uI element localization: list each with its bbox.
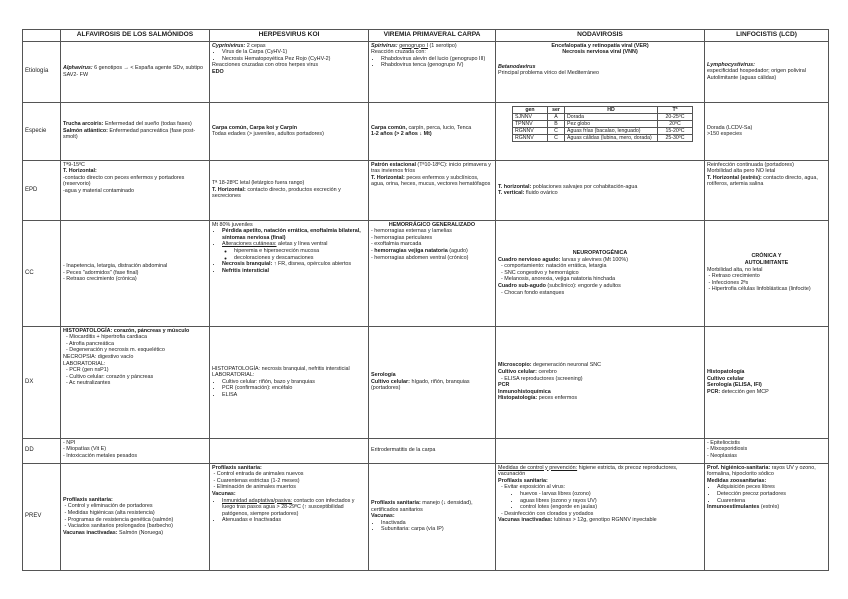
vpc-horizontal-label: T. Horizontal: [371,174,405,181]
noda-sign: SNC congestivo y hemorrágico [504,269,579,276]
header-alfavirosis: ALFAVIROSIS DE LOS SALMÓNIDOS [61,30,210,42]
cell: C [548,134,565,141]
koi-prof-label: Profilaxis sanitaria: [212,464,262,471]
cell-esp-lcd [705,102,829,160]
row-label-dd: DD [23,438,61,463]
cell: 20-25ºC [658,113,693,120]
vpc-genogroup: genogrupo I [399,42,428,49]
noda-vertical-text: fluido ovárico [524,190,558,197]
header-herpesvirus-koi: HERPESVIRUS KOI [210,30,369,42]
noda-control-label: Medidas de control y prevención: [498,464,578,471]
noda-note: Principal problema vírico del Mediterráneo [498,70,599,77]
trucha-text: Enfermedad del sueño (todas fases) [103,121,192,128]
koi-gill-text: ↑ FR, disnea, opérculos abiertos [272,261,352,268]
summary-table [22,29,829,571]
summary-sheet [22,29,828,571]
lcd-zoo-label: Medidas zoosanitarias: [707,477,767,484]
vpc-cc-title: HEMORRÁGICO GENERALIZADO [388,221,476,228]
cell-prev-noda: Medidas de control y prevención: higiene estricta, dx precoz reproductores, vacunación Profilaxis sanitaria: - Evitar exposición al virus: • huevos - larvas libres (ozono) • aguas libres (ozono y rayos UV) • control lotes (engorde en jaulas) - Desinfección con clorados y yodados Vacunas inactivadas: lubinas > 12g, genotipo RGNNV inyectable [496,463,705,570]
vpc-prof-text: manejo (↓ densidad), certificados sanitarios [371,500,473,513]
noda-horizontal-text: poblaciones salvajes por cohabitación-agua [531,183,638,190]
noda-prof-item: Evitar exposición al virus: [504,484,566,491]
cell-etio-alfa [61,41,210,102]
alfa-prof-label: Profilaxis sanitaria: [63,496,113,503]
cell-dx-alfa: HISTOPATOLOGÍA: corazón, páncreas y músculo - Miocarditis + hipertrofia cardiaca - Atrofia pancreática - Degeneración y necrosis m. esquelético NECROPSIA: digestivo vacío LABORATORIAL: - PCR (gen nsP1) - Cultivo celular: corazón y páncreas - Ac neutralizantes [61,326,210,438]
vpc-serology: Serología [371,372,396,379]
cell-dd-noda [496,438,705,463]
vpc-species-main: Carpa común, [371,124,407,131]
salmon-text: Enfermedad pancreática (fase post-smolt) [63,127,196,141]
noda-title-vnn: Necrosis nerviosa viral (VNN) [562,49,638,56]
koi-cross-reaction: Reacciones cruzadas con otros herpes virus [212,62,319,69]
alfa-vaccine-label: Vacunas inactivadas: [63,529,118,536]
salmon-label: Salmón atlántico: [63,127,108,134]
noda-vertical-label: T. vertical: [498,190,525,197]
noda-horizontal-label: T. horizontal: [498,183,532,190]
lcd-immuno-text: (estrés) [759,504,780,511]
noda-sign: Melanosis, anorexia, vejiga natatoria hinchada [504,276,616,283]
list-item: • Inactivada [381,520,493,527]
vpc-species: carpín, perca, lucio, Tenca [406,124,472,131]
cell-esp-noda [496,102,705,160]
table-row [513,120,693,127]
cell: RGNNV [513,127,548,134]
list-item: • Cultivo celular: riñón, bazo y branquias [222,379,366,386]
list-item: • Virus de la Carpa (CyHV-1) [222,49,366,56]
trucha-label: Trucha arcoíris: [63,121,104,128]
noda-micro-label: Microscopio: [498,362,532,369]
cell-cc-alfa: - Inapetencia, letargia, distración abdominal - Peces "adormidos" (fase final) - Retraso crecimiento (crónica) [61,220,210,326]
lcd-sign: Infecciones 2ªs [711,279,749,286]
list-item: • Cuarentena [717,498,826,505]
noda-ihq: Inmunohistoquímica [498,388,551,395]
noda-title-ver: Encefalopatía y retinopatía viral (VER) [551,42,649,49]
table-row [513,113,693,120]
row-label-prev: PREV [23,463,61,570]
header-nodavirosis: NODAVIROSIS [496,30,705,42]
cell-etio-noda [496,41,705,102]
row-cc [23,220,829,326]
alfa-sign: Inapetencia, letargia, distración abdominal [66,263,168,270]
row-label-etiologia: Etiología [23,41,61,102]
lcd-prof-text: rayos UV y ozono, formalina, hipoclorito sódico [707,464,816,478]
vpc-sign: exoftalmia marcada [374,241,422,248]
row-label-dx: DX [23,326,61,438]
cell-epd-vpc [369,160,496,220]
dd-vpc: Eritrodermatitis de la carpa [371,447,436,454]
row-especie [23,102,829,160]
row-etiologia [23,41,829,102]
cell-cc-koi [210,220,369,326]
koi-genus: Cyprinivirus: [212,42,246,49]
koi-immunity-label: Inmunidad adaptativa/pasiva: [222,497,293,504]
list-item: ◦ decoloraciones y descamaciones [234,255,366,262]
koi-species-pre: Carpa común, [212,124,250,131]
noda-sign: comportamiento: natación errática, letargia [504,263,607,270]
alfa-lab: LABORATORIAL: [63,360,106,367]
vpc-serotype: (1 serotipo) [427,42,457,49]
alfa-prof-item: Vaciados sanitarios prolongados (barbecho) [67,523,173,530]
dd-item: Mixosporidiosis [710,446,748,453]
list-item: • Rhabdovirus alevín del lucio (genogrupo III) [381,56,493,63]
koi-skin-label: Alteraciones cutáneas: [222,241,277,248]
header-viremia-carpa: VIREMIA PRIMAVERAL CARPA [369,30,496,42]
koi-prof-item: Eliminación de animales muertos [216,484,296,491]
vpc-genus: Spirivirus: [371,42,398,49]
cell-epd-noda [496,160,705,220]
koi-prof-item: Cuarentenas estrictas (1-2 meses) [216,477,300,484]
vpc-horizontal-text: peces enfermos y subclínicos, agua, orina, heces, mucus, vectores hematófagos [371,174,491,188]
vpc-sign-tail: (agudo) [447,247,468,254]
vpc-culture-label: Cultivo celular: [371,378,410,385]
cell-dd-vpc [369,438,496,463]
lcd-morbidity-text: Morbilidad alta, no letal [707,266,763,273]
koi-edo: EDO [212,68,224,75]
header-linfocistis: LINFOCISTIS (LCD) [705,30,829,42]
vpc-pattern-label: Patrón estacional [371,161,416,168]
cell: 20ºC [658,120,693,127]
cell: 25-30ºC [658,134,693,141]
noda-histo-text: peces enfermos [537,395,578,402]
row-epd [23,160,829,220]
cell-cc-noda: NEUROPATOGÉNICA Cuadro nervioso agudo: larvas y alevines (Mt 100%) - comportamiento: natación errática, letargia - SNC congestivo y hemorrágico - Melanosis, anorexia, vejiga natatoria hinchada Cuadro sub-agudo (subclínico): engorde y adultos - Chocan fondo estanques [496,220,705,326]
lcd-immuno-label: Inmunoestimulantes [707,504,760,511]
lcd-cc-title1: CRÓNICA Y [751,253,782,260]
alfa-necropsy: NECROPSIA: digestivo vacío [63,353,134,360]
alfa-prof-item: Control y eliminación de portadores [67,503,153,510]
lcd-reinfection: Reinfección continuada (portadores) [707,161,794,168]
vpc-vaccine-label: Vacunas: [371,513,395,520]
alfa-histo-item: Miocarditis + hipertrofia cardiaca [69,334,148,341]
noda-sign: Chocan fondo estanques [504,289,565,296]
list-item: • ELISA [222,392,366,399]
lcd-dorada: Dorada (LCDV-Sa) [707,124,753,131]
cell-prev-alfa: Profilaxis sanitaria: - Control y eliminación de portadores - Medidas higiénicas (alta resistencia) - Programas de resistencia genética (salmón) - Vaciados sanitarios prolongados (barbecho) Vacunas inactivadas: Salmón (Noruega) [61,463,210,570]
lcd-horizontal-text: contacto directo, agua, rotíferos, artemia salina [707,174,818,188]
alfa-histo-item: Degeneración y necrosis m. esquelético [69,347,165,354]
alfa-prof-item: Programas de resistencia genética (salmón) [67,516,174,523]
dd-item: Miopatías (Vit E) [66,446,107,453]
noda-histo-label: Histopatología: [498,395,538,402]
list-item: • Nefritis intersticial [222,268,366,275]
list-item: • Pérdida apetito, natación errática, enoftalmia bilateral, síntomas nerviosa (final) [222,228,366,241]
noda-subacute-text: (subclínico): engorde y adultos [545,282,621,289]
cell-esp-vpc [369,102,496,160]
alfa-lab-item: Ac neutralizantes [69,380,111,387]
lcd-serology: Serología (ELISA, IFI) [707,382,762,389]
noda-culture-label: Cultivo celular: [498,368,537,375]
cell-dd-koi [210,438,369,463]
list-item: • Detección precoz portadores [717,491,826,498]
cell-esp-alfa [61,102,210,160]
noda-control-text: higiene estricta, dx precoz reproductores, vacunación [498,464,678,478]
row-dd [23,438,829,463]
header-empty [23,30,61,42]
dd-item: Epiteliocistis [710,439,740,446]
lcd-prof-label: Prof. higiénico-sanitaria: [707,464,771,471]
noda-vaccine-label: Vacunas inactivadas: [498,517,553,524]
noda-cc-title: NEUROPATOGÉNICA [572,250,628,257]
col-hd: HD [565,106,658,113]
koi-ages: Todas edades (> juveniles, adultos portadores) [212,131,324,138]
noda-micro-text: degeneración neuronal SNC [531,362,602,369]
cell: 15-20ºC [658,127,693,134]
list-item: • Atenuadas e Inactivadas [222,517,366,524]
koi-prof-item: Control entrada de animales nuevos [216,471,304,478]
noda-acute-text: larvas y alevines (Mt 100%) [560,256,629,263]
lcd-horizontal-label: T. Horizontal (estrés): [707,174,762,181]
vpc-pattern-text: (Tª10-18ºC): inicio primavera y tras inviernos fríos [371,161,491,175]
lcd-specificity: especificidad hospedador; origen poliviral [707,68,806,75]
list-item: • PCR (confirmación): encéfalo [222,385,366,392]
koi-immunity-text: contacto con infectados y luego tras pasos agua > 28-29ºC (↑ susceptibilidad patógenos, siempre portadores) [222,497,355,517]
cell: Aguas cálidas (lubina, mero, dorada) [565,134,658,141]
lcd-morbidity: Morbilidad alta pero NO letal [707,168,776,175]
lcd-cc-title2: AUTOLIMITANTE [744,259,789,266]
lcd-sign: Retraso crecimiento [711,273,760,280]
vpc-sign: hemorragias periculares [374,234,433,241]
list-item: • aguas libres (ozono y rayos UV) [520,498,702,505]
cell: Dorada [565,113,658,120]
lcd-sign: Hipertrofia células linfoblásticas (linfocite) [711,286,811,293]
cell-cc-lcd: CRÓNICA Y AUTOLIMITANTE Morbilidad alta, no letal - Retraso crecimiento - Infecciones 2ªs - Hipertrofia células linfoblásticas (linfocite) [705,220,829,326]
cell: A [548,113,565,120]
noda-subacute-label: Cuadro sub-agudo [498,282,546,289]
cell-etio-lcd [705,41,829,102]
alfa-histo-item: Atrofia pancreática [69,340,114,347]
alfa-genotypes: 6 genotipos → < España agente SDv, subtipo SAV2- FW [63,65,203,78]
cell: SJNNV [513,113,548,120]
lcd-autolimitante: Autolimitante (aguas cálidas) [707,74,777,81]
cell: C [548,127,565,134]
header-row [23,30,829,42]
alfa-contact: contacto directo con peces enfermos y portadores (reservorio) [63,174,185,188]
cell-etio-koi [210,41,369,102]
noda-acute-label: Cuadro nervioso agudo: [498,256,561,263]
vpc-ages: 1-2 años (> 2 años ↓ Mt) [371,131,432,138]
alfa-lab-item: PCR (gen nsP1) [69,367,109,374]
row-dx [23,326,829,438]
list-item: ◦ hiperemia e hipersecreción mucosa [234,248,366,255]
koi-mortality: Mt 80% juveniles [212,221,253,228]
dd-item: Intoxicación metales pesados [66,452,138,459]
list-item: • Subunitaria: carpa (vía IP) [381,526,493,533]
list-item: • Adquisición peces libres [717,484,826,491]
col-gen: gen [513,106,548,113]
cell-dx-vpc [369,326,496,438]
noda-genus: Betanodavirus [498,63,536,70]
alfa-genus: Alphavirus: [63,65,93,71]
cell-etio-vpc [369,41,496,102]
list-item: • control lotes (engorde en jaulas) [520,504,702,511]
noda-prof-item: Desinfección con clorados y yodados [504,510,594,517]
alfa-horizontal: T. Horizontal: [63,168,97,175]
vpc-prof-label: Profilaxis sanitaria: [371,500,421,507]
cell-prev-lcd [705,463,829,570]
table-row [513,127,693,134]
cell-epd-lcd [705,160,829,220]
cell: Pez globo [565,120,658,127]
cell-dx-koi [210,326,369,438]
dd-item: Neoplasias [710,452,737,459]
lcd-pcr-text: detección gen MCP [720,388,769,395]
genotype-table-header [513,106,693,113]
genotype-table [512,106,693,142]
vpc-sign: hemorragias vejiga natatoria [374,247,448,254]
list-item: • Rhabdovirus tenca (genogrupo IV) [381,62,493,69]
koi-strains: 2 cepas [245,42,266,49]
dd-item: NPI [66,439,76,446]
vpc-sign: hemorragias externas y lamelias [374,228,452,235]
list-item: • huevos - larvas libres (ozono) [520,491,702,498]
list-item: • Necrosis Hematopoyética Pez Rojo (CyHV-2) [222,56,366,63]
lcd-histo: Histopatología [707,368,745,375]
cell-epd-koi [210,160,369,220]
koi-histo: HISTOPATOLOGÍA: necrosis branquial, nefritis intersticial [212,365,350,372]
noda-culture-text: cerebro [536,368,557,375]
cell-cc-vpc: HEMORRÁGICO GENERALIZADO - hemorragias externas y lamelias - hemorragias periculares - exoftalmia marcada - hemorragias vejiga natatoria (agudo) - hemorragias abdomen ventral (crónico) [369,220,496,326]
koi-temperature: Tª 18-28ºC letal (letárgico fuera rango) [212,180,305,187]
vpc-sign: hemorragias abdomen ventral (crónico) [374,254,469,261]
row-label-especie: Especie [23,102,61,160]
col-temp: Tª [658,106,693,113]
koi-gill-label: Necrosis branquial: [222,261,273,268]
alfa-vaccine-text: Salmón (Noruega) [117,529,164,536]
koi-horizontal-text: contacto directo, productos excreción y secreciones [212,186,341,200]
noda-prof-label: Profilaxis sanitaria: [498,477,548,484]
cell-dx-noda: Microscopio: degeneración neuronal SNC Cultivo celular: cerebro - ELISA reproductores (screening) PCR Inmunohistoquímica Histopatología: peces enfermos [496,326,705,438]
cell-esp-koi [210,102,369,160]
cell-dd-lcd: - Epiteliocistis - Mixosporidiosis - Neoplasias [705,438,829,463]
alfa-lab-item: Cultivo celular: corazón y páncreas [69,373,154,380]
table-row [513,134,693,141]
cell: TPNNV [513,120,548,127]
noda-vaccine-text: lubinas > 12g, genotipo RGNNV inyectable [552,517,657,524]
alfa-sign: Retraso crecimiento (crónica) [66,276,137,283]
lcd-genus: Lymphocystivirus: [707,61,755,68]
cell-epd-alfa: Tª9-15ºC T. Horizontal: -contacto directo con peces enfermos y portadores (reservorio) -agua y material contaminado [61,160,210,220]
alfa-water: agua y material contaminado [64,187,135,194]
noda-pcr: PCR [498,382,510,389]
row-prev [23,463,829,570]
vpc-cross-reaction: Reacción cruzada con: [371,49,426,56]
row-label-cc: CC [23,220,61,326]
koi-skin-text: aletas y línea ventral [276,241,328,248]
lcd-species-count: >150 especies [707,131,742,138]
cell-dd-alfa: - NPI - Miopatías (Vit E) - Intoxicación metales pesados [61,438,210,463]
koi-species: Carpa koi y Carpín [249,124,298,131]
cell-dx-lcd [705,326,829,438]
lcd-pcr-label: PCR: [707,388,721,395]
koi-lab: LABORATORIAL: [212,372,255,379]
alfa-temperature: Tª9-15ºC [63,161,85,168]
noda-elisa: ELISA reproductores (screening) [504,375,583,382]
vpc-culture-text: hígado, riñón, branquias (portadores) [371,378,470,392]
lcd-culture: Cultivo celular [707,375,745,382]
alfa-histo: HISTOPATOLOGÍA: corazón, páncreas y músculo [63,327,190,334]
col-ser: ser [548,106,565,113]
koi-horizontal-label: T. Horizontal: [212,186,246,193]
row-label-epd: EPD [23,160,61,220]
cell: B [548,120,565,127]
cell: Aguas frías (bacalao, lenguado) [565,127,658,134]
cell-prev-koi: Profilaxis sanitaria: - Control entrada de animales nuevos - Cuarentenas estrictas (1-2 meses) - Eliminación de animales muertos Vacunas: • Inmunidad adaptativa/pasiva: contacto con infectados y luego tras pasos agua > 28-29ºC (↑ susceptibilidad patógenos, siempre portadores) • Atenuadas e Inactivadas [210,463,369,570]
cell: RGNNV [513,134,548,141]
alfa-sign: Peces "adormidos" (fase final) [66,269,139,276]
alfa-prof-item: Medidas higiénicas (alta resistencia) [67,510,155,516]
cell-prev-vpc [369,463,496,570]
koi-vaccine-label: Vacunas: [212,490,236,497]
